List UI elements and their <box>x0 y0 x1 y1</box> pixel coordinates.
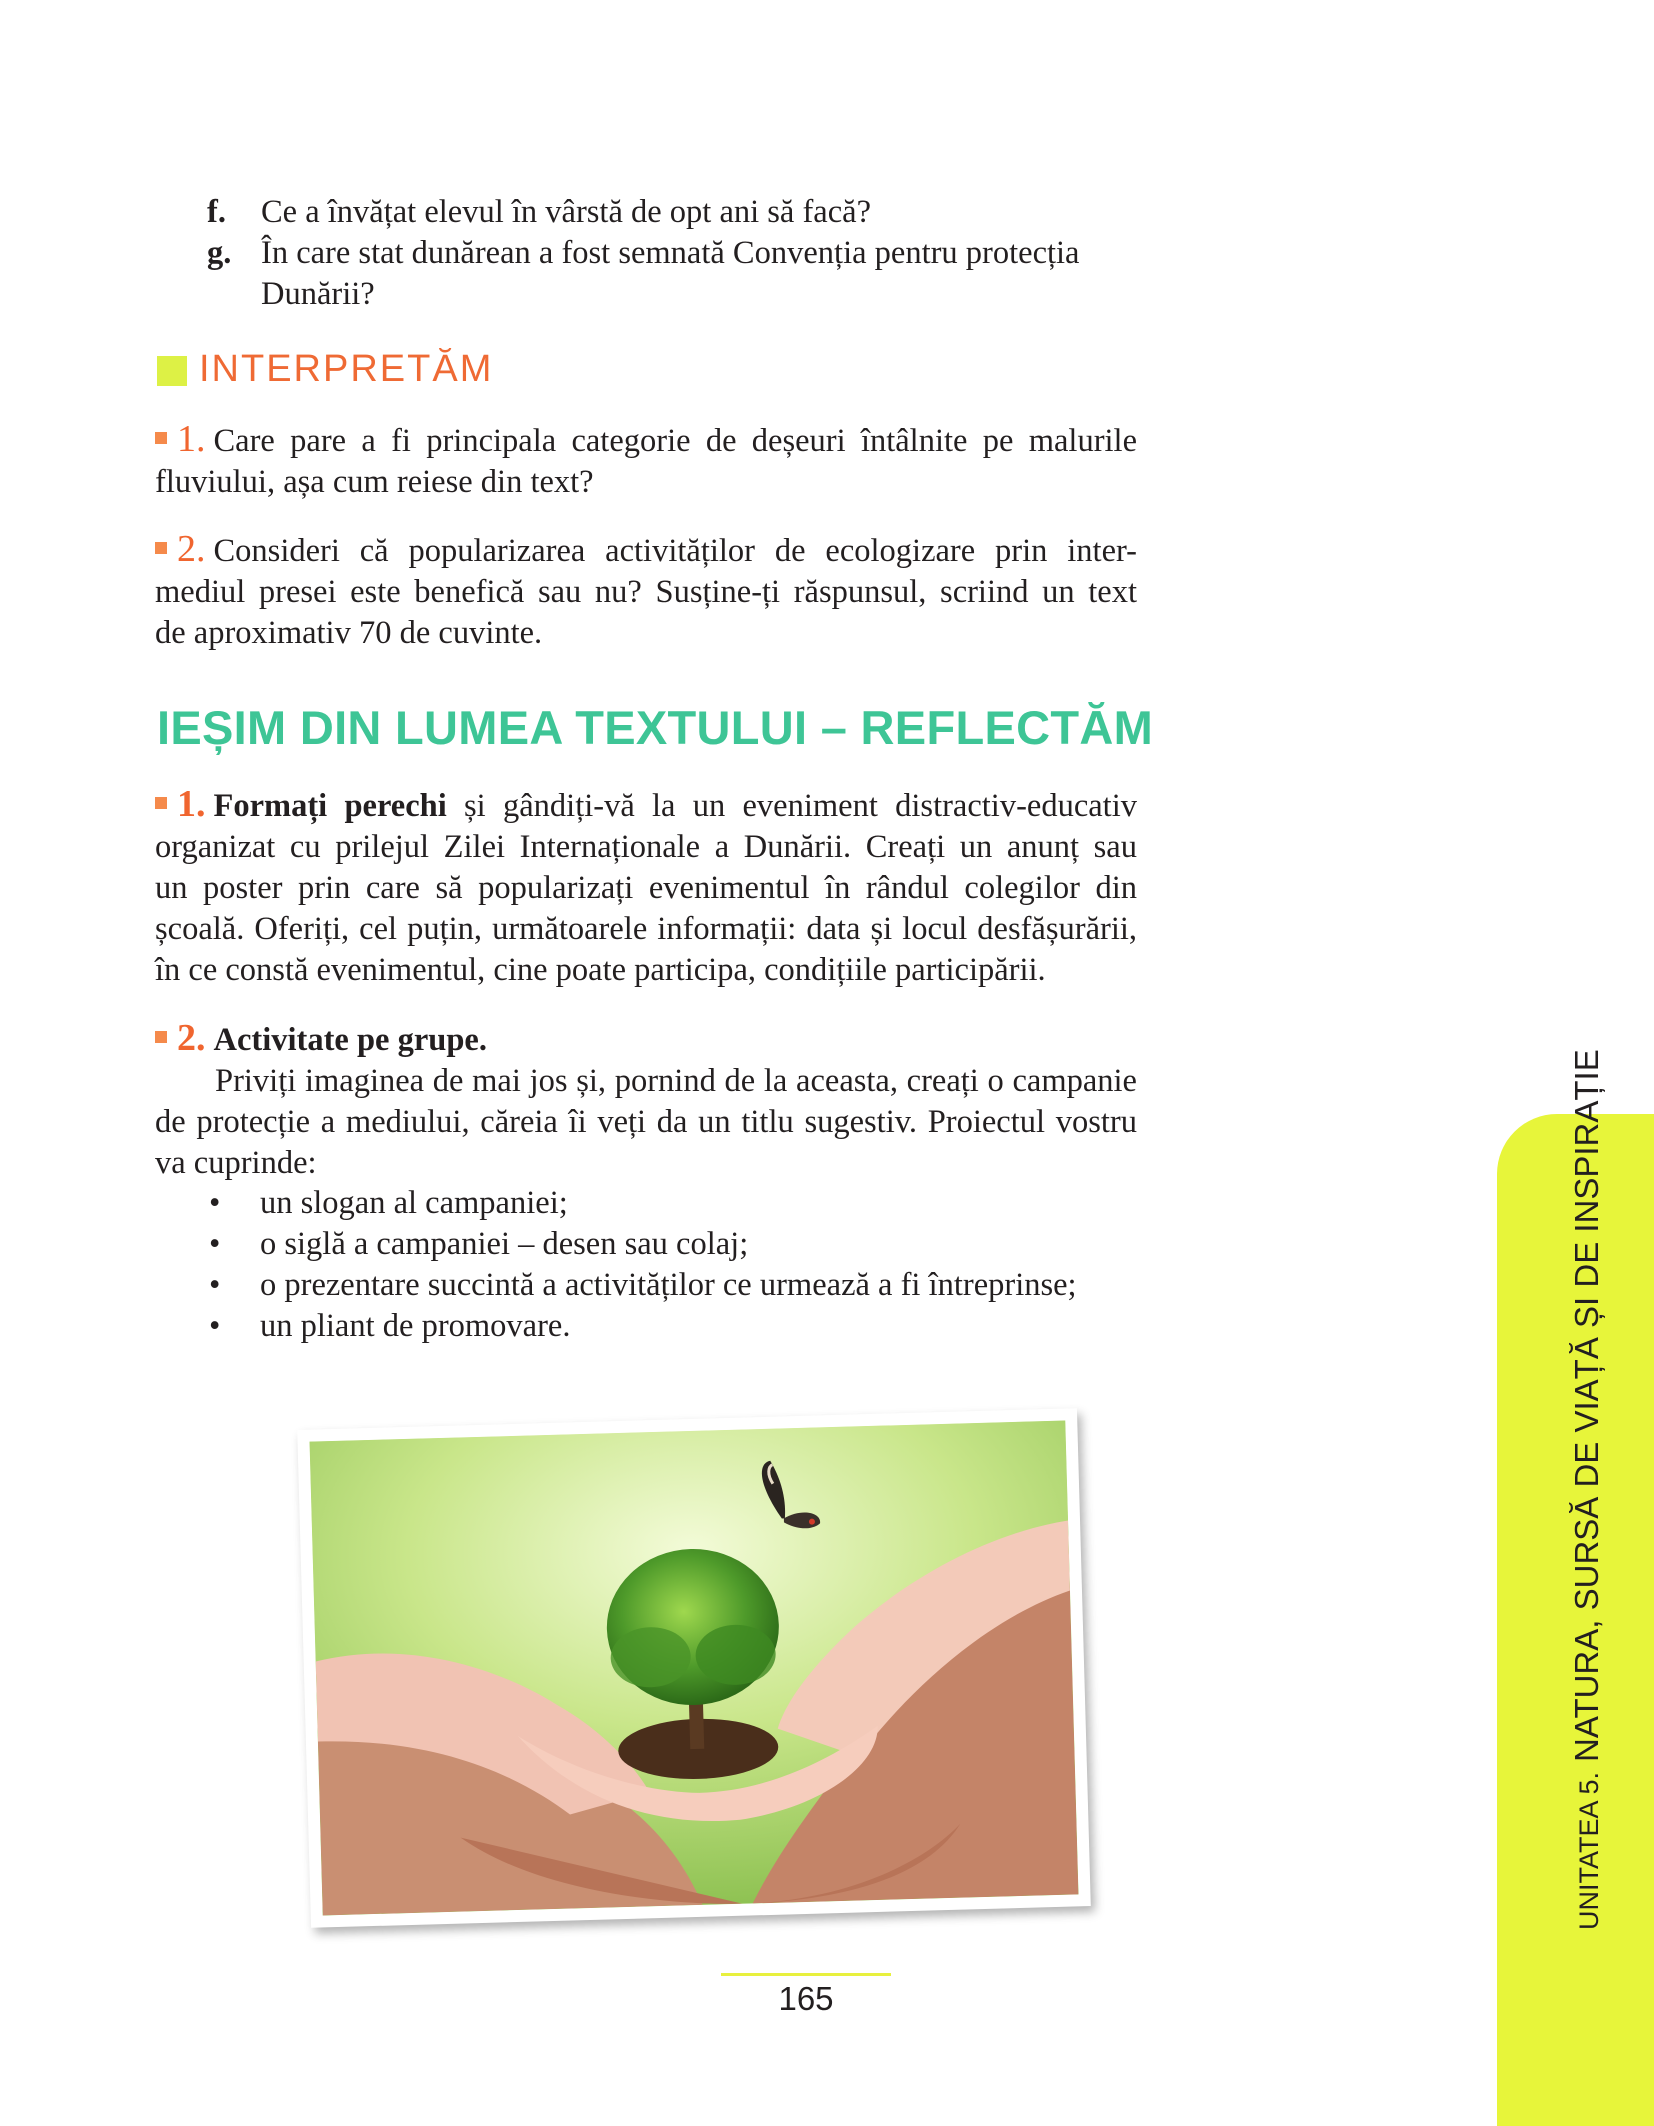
item-text: organizat cu prilejul Zilei Internaționale a Dunării. Creați un anunț sau <box>155 829 1137 865</box>
reflectam-item-2 <box>155 1018 1137 1184</box>
hands-tree-illustration <box>310 1421 1079 1916</box>
interpretam-item-1 <box>155 419 1137 503</box>
item-text: de aproximativ 70 de cuvinte. <box>155 615 543 651</box>
page-number-rule <box>721 1973 891 1976</box>
item-text: mediul presei este benefică sau nu? Susține-ți răspunsul, scriind un text <box>155 574 1137 610</box>
question-text: Dunării? <box>261 276 375 312</box>
chapter-title-label: NATURA, SURSĂ DE VIAȚĂ ȘI DE INSPIRAȚIE <box>1568 1049 1605 1762</box>
item-text: în ce constă evenimentul, cine poate participa, condițiile participării. <box>155 952 1046 988</box>
bullet-dot: • <box>209 1267 221 1303</box>
item-text: și gândiți-vă la un eveniment distractiv-educativ <box>446 788 1137 824</box>
page-number: 165 <box>778 1980 834 2017</box>
section-heading-reflectam: IEȘIM DIN LUMEA TEXTULUI – REFLECTĂM <box>157 701 1154 754</box>
item-text: un poster prin care să popularizați evenimentul în rândul colegilor din <box>155 870 1137 906</box>
question-text: Ce a învățat elevul în vârstă de opt ani să facă? <box>261 194 872 230</box>
hands-holding-tree-image <box>310 1421 1079 1916</box>
item-bold-text: Formați perechi <box>213 788 447 824</box>
question-text: În care stat dunărean a fost semnată Convenția pentru protecția <box>261 235 1080 271</box>
chapter-unit-label: UNITATEA 5. <box>1574 1771 1604 1930</box>
list-item-text: o prezentare succintă a activităților ce urmează a fi întreprinse; <box>260 1267 1077 1303</box>
list-item <box>209 1224 1137 1265</box>
item-bold-text: Activitate pe grupe. <box>213 1022 487 1058</box>
item-text: Care pare a fi principala categorie de deșeuri întâlnite pe malurile <box>213 423 1137 459</box>
bullet-square <box>155 797 167 809</box>
section-heading-interpretam: INTERPRETĂM <box>199 348 494 390</box>
bullet-square <box>155 1031 167 1043</box>
photo-frame <box>297 1408 1091 1928</box>
item-number: 2. <box>177 1017 206 1059</box>
bullet-dot: • <box>209 1226 221 1262</box>
item-number: 1. <box>177 783 206 825</box>
interpretam-item-2 <box>155 529 1137 654</box>
bullet-list <box>209 1183 1137 1353</box>
item-text: școală. Oferiți, cel puțin, următoarele informații: data și locul desfășurării, <box>155 911 1137 947</box>
question-letter: f. <box>207 194 226 230</box>
item-number: 2. <box>177 528 206 570</box>
item-text: fluviului, așa cum reiese din text? <box>155 464 594 500</box>
item-text: Priviți imaginea de mai jos și, pornind de la aceasta, creați o campanie <box>215 1063 1137 1099</box>
question-f <box>207 192 1137 237</box>
bullet-square <box>155 542 167 554</box>
list-item-text: o siglă a campaniei – desen sau colaj; <box>260 1226 749 1262</box>
bullet-dot: • <box>209 1308 221 1344</box>
list-item-text: un slogan al campaniei; <box>260 1185 568 1221</box>
question-g <box>207 233 1137 323</box>
reflectam-item-1 <box>155 784 1137 991</box>
item-text: Consideri că popularizarea activităților de ecologizare prin inter- <box>213 533 1137 569</box>
list-item-text: un pliant de promovare. <box>260 1308 571 1344</box>
item-text: de protecție a mediului, căreia îi veți da un titlu sugestiv. Proiectul vostru <box>155 1104 1137 1140</box>
bullet-square <box>155 432 167 444</box>
chapter-side-label <box>1568 1049 1606 1930</box>
list-item <box>209 1265 1137 1306</box>
list-item <box>209 1183 1137 1224</box>
section-marker <box>157 356 187 386</box>
item-text: va cuprinde: <box>155 1145 317 1181</box>
bullet-dot: • <box>209 1185 221 1221</box>
list-item <box>209 1306 1137 1347</box>
question-letter: g. <box>207 235 232 271</box>
item-number: 1. <box>177 418 206 460</box>
